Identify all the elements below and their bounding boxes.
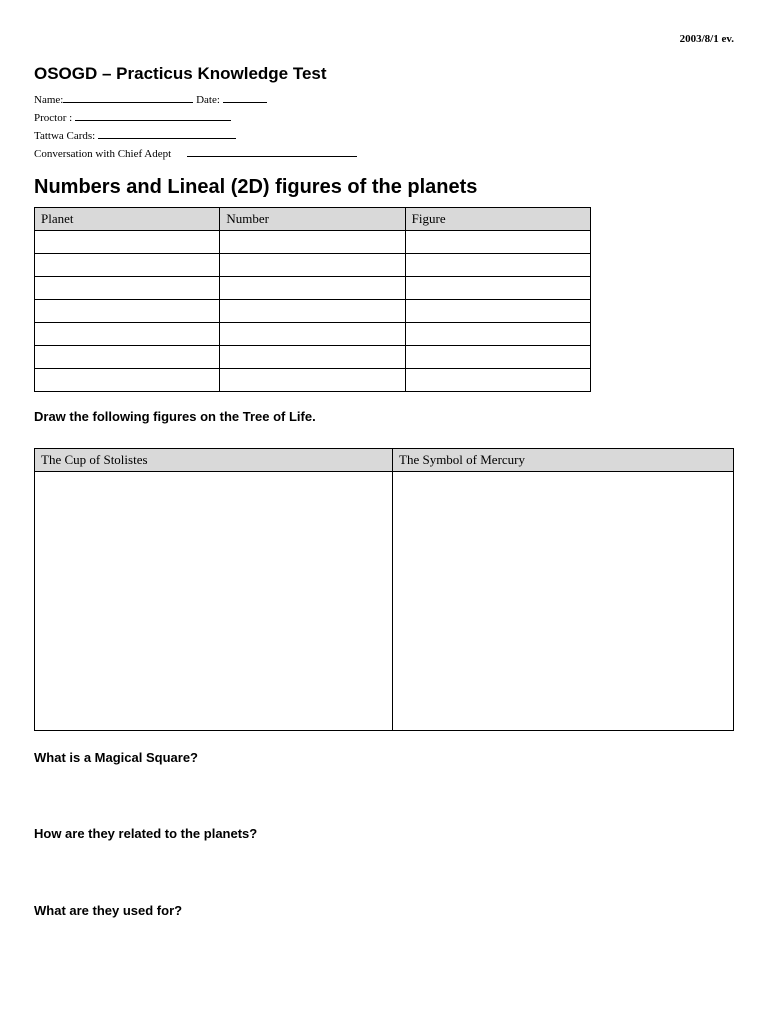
column-header-figure: Figure [405,208,590,231]
proctor-label: Proctor : [34,112,73,124]
drawing-table [34,448,734,731]
figure-cell[interactable] [405,231,590,254]
document-title: OSOGD – Practicus Knowledge Test [34,64,327,83]
date-field[interactable] [223,92,267,103]
number-cell[interactable] [220,323,405,346]
table-row [35,323,591,346]
table-row [35,231,591,254]
name-field[interactable] [63,92,193,103]
table-header-row [35,208,591,231]
planet-cell[interactable] [35,277,220,300]
number-cell[interactable] [220,254,405,277]
tattwa-field[interactable] [98,128,236,139]
planet-cell[interactable] [35,300,220,323]
name-date-row [34,92,267,106]
planet-cell[interactable] [35,369,220,392]
number-cell[interactable] [220,369,405,392]
planet-cell[interactable] [35,346,220,369]
conversation-field[interactable] [187,146,357,157]
column-header-planet: Planet [35,208,220,231]
tattwa-label: Tattwa Cards: [34,130,96,142]
question-magical-square: What is a Magical Square? [34,750,198,765]
planet-cell[interactable] [35,231,220,254]
conversation-row [34,146,357,160]
figure-cell[interactable] [405,300,590,323]
planet-cell[interactable] [35,254,220,277]
date-label: Date: [196,94,220,106]
figure-cell[interactable] [405,323,590,346]
number-cell[interactable] [220,346,405,369]
question-planets-relation: How are they related to the planets? [34,826,258,841]
number-cell[interactable] [220,300,405,323]
number-cell[interactable] [220,231,405,254]
cup-of-stolistes-drawing-area[interactable] [35,472,393,731]
column-header-number: Number [220,208,405,231]
tattwa-row [34,128,236,142]
symbol-of-mercury-drawing-area[interactable] [393,472,734,731]
conversation-label: Conversation with Chief Adept [34,148,172,160]
number-cell[interactable] [220,277,405,300]
table-row [35,277,591,300]
table-row [35,369,591,392]
drawing-row [35,472,734,731]
planets-section-title: Numbers and Lineal (2D) figures of the planets [34,176,478,198]
name-label: Name: [34,94,64,106]
table-row [35,346,591,369]
table-header-row [35,449,734,472]
figure-cell[interactable] [405,254,590,277]
proctor-field[interactable] [75,110,231,121]
column-header-symbol-of-mercury: The Symbol of Mercury [393,449,734,472]
figure-cell[interactable] [405,369,590,392]
planets-table [34,207,591,392]
table-row [35,254,591,277]
question-usage: What are they used for? [34,903,183,918]
draw-instruction: Draw the following figures on the Tree of Life. [34,409,316,424]
planet-cell[interactable] [35,323,220,346]
figure-cell[interactable] [405,277,590,300]
table-row [35,300,591,323]
figure-cell[interactable] [405,346,590,369]
proctor-row [34,110,231,124]
document-date: 2003/8/1 ev. [679,33,734,45]
column-header-cup-of-stolistes: The Cup of Stolistes [35,449,393,472]
